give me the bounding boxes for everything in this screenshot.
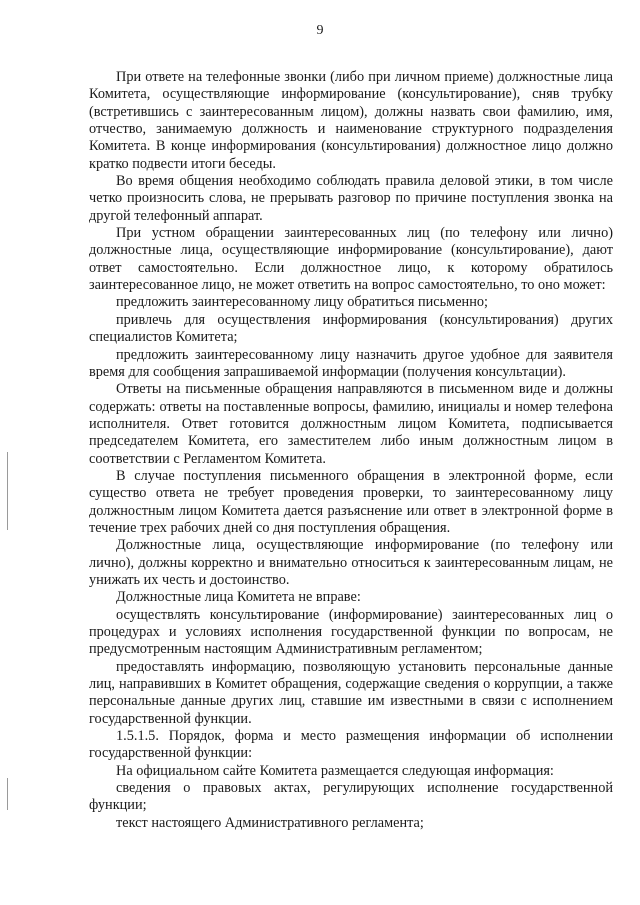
scan-mark bbox=[7, 452, 8, 530]
paragraph-prohibitions-intro: Должностные лица Комитета не вправе: bbox=[116, 589, 361, 606]
paragraph-option-other-time: предложить заинтересованному лицу назначить другое удобное для заявителя время для сообщения запрашиваемой информации (получения консультации). bbox=[89, 346, 613, 380]
paragraph-phone-answer: При ответе на телефонные звонки (либо при личном приеме) должностные лица Комитета, осуществляющие информирование (консультирование), сняв трубку (встретившись с заинтересованным лицом), должны назвать свои фамилию, имя, отчество, занимаемую должность и наименование структурного подразделения Комитета. В конце информирования (консультирования) должностное лицо должно кратко подвести итоги беседы. bbox=[89, 69, 613, 172]
paragraph-option-specialists: привлечь для осуществления информирования (консультирования) других специалистов Комитета; bbox=[89, 311, 613, 346]
paragraph-prohibition-personal-data: предоставлять информацию, позволяющую установить персональные данные лиц, направивших в Комитет обращения, содержащие сведения о коррупции, а также персональные данные других лиц, ставшие им известными в связи с исполнением государственной функции. bbox=[89, 658, 613, 727]
paragraph-legal-acts: сведения о правовых актах, регулирующих исполнение государственной функции; bbox=[89, 780, 613, 814]
page-number: 9 bbox=[316, 23, 324, 38]
paragraph-section-1-5-1-5: 1.5.1.5. Порядок, форма и место размещения информации об исполнении государственной функции: bbox=[89, 728, 613, 762]
paragraph-option-written: предложить заинтересованному лицу обратиться письменно; bbox=[116, 294, 488, 311]
paragraph-website-info: На официальном сайте Комитета размещается следующая информация: bbox=[116, 762, 554, 779]
paragraph-courtesy: Должностные лица, осуществляющие информирование (по телефону или лично), должны корректно и внимательно относиться к заинтересованным лицам, не унижать их честь и достоинство. bbox=[89, 537, 613, 588]
paragraph-regulation-text: текст настоящего Административного регламента; bbox=[116, 814, 424, 831]
paragraph-oral-request: При устном обращении заинтересованных лиц (по телефону или лично) должностные лица, осуществляющие информирование (консультирование), дают ответ самостоятельно. Если должностное лицо, к которому обратилось заинтересованное лицо, не может ответить на вопрос самостоятельно, то оно может: bbox=[89, 225, 613, 294]
scan-mark bbox=[7, 778, 8, 810]
paragraph-written-replies: Ответы на письменные обращения направляются в письменном виде и должны содержать: ответы на поставленные вопросы, фамилию, инициалы и номер телефона исполнителя. Ответ готовится должностным лицом Комитета, подписывается председателем Комитета, его заместителем либо иным должностным лицом в соответствии с Регламентом Комитета. bbox=[89, 381, 613, 467]
document-body bbox=[89, 69, 613, 832]
paragraph-business-ethics: Во время общения необходимо соблюдать правила деловой этики, в том числе четко произносить слова, не прерывать разговор по причине поступления звонка на другой телефонный аппарат. bbox=[89, 173, 613, 224]
paragraph-electronic-request: В случае поступления письменного обращения в электронной форме, если существо ответа не требует проведения проверки, то заинтересованному лицу должностным лицом Комитета дается разъяснение или ответ в электронной форме в течение трех рабочих дней со дня поступления обращения. bbox=[89, 467, 613, 536]
paragraph-prohibition-consulting: осуществлять консультирование (информирование) заинтересованных лиц о процедурах и условиях исполнения государственной функции по вопросам, не предусмотренным настоящим Административным регламентом; bbox=[89, 606, 613, 658]
